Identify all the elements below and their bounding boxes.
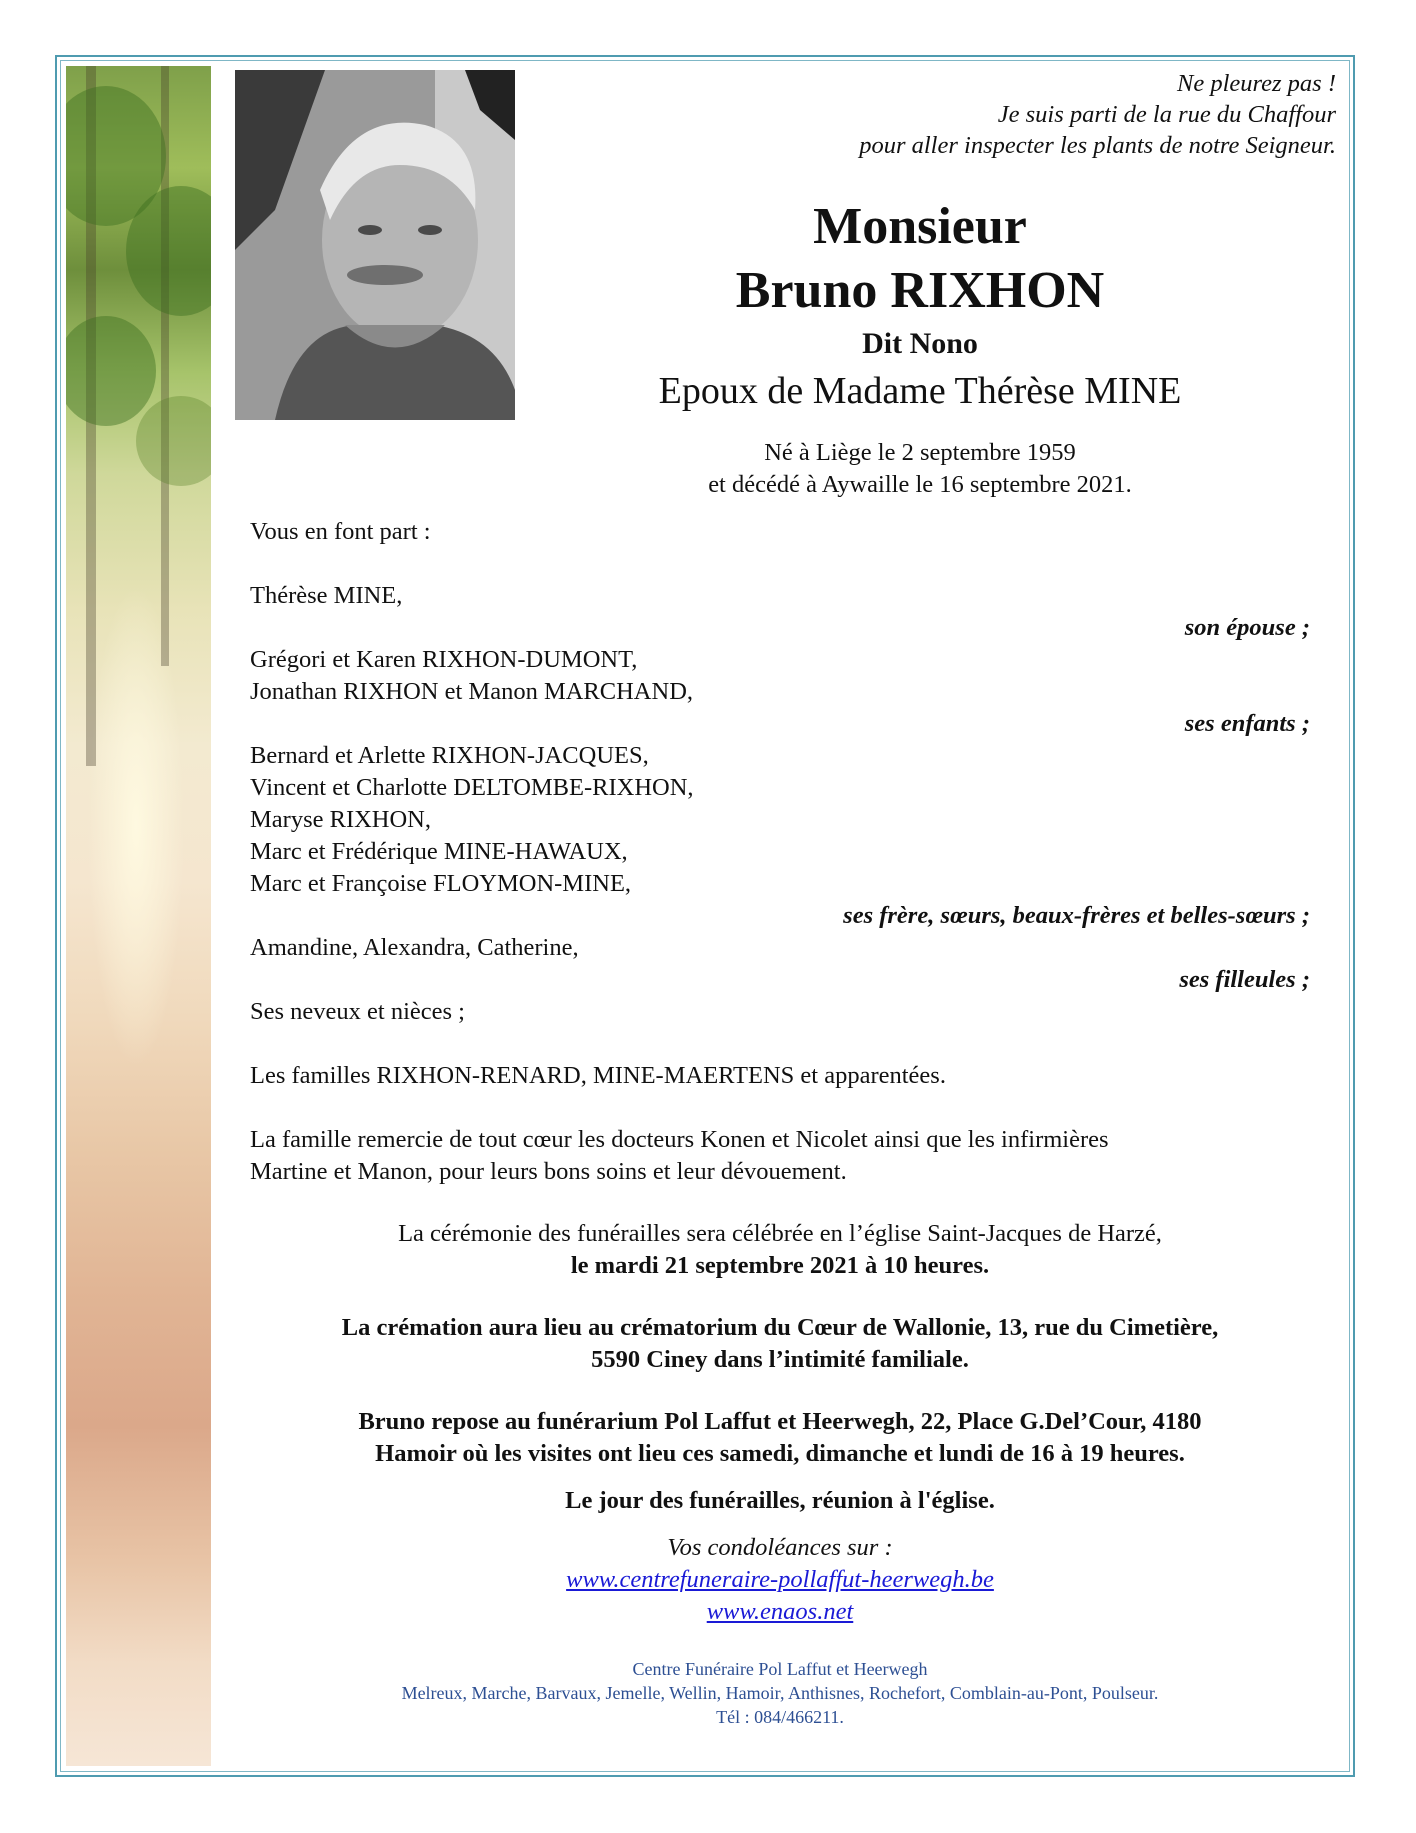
thanks-line-2: Martine et Manon, pour leurs bons soins et leur dévouement. xyxy=(250,1158,847,1185)
spouse-name: Thérèse MINE, xyxy=(250,582,403,609)
intro-line: Vous en font part : xyxy=(250,518,431,545)
spouse-line: Epoux de Madame Thérèse MINE xyxy=(658,370,1182,412)
children-role: ses enfants ; xyxy=(1184,710,1310,737)
list-item: Marc et Françoise FLOYMON-MINE, xyxy=(250,870,632,897)
cremation-line-1: La crémation aura lieu au crématorium du Cœur de Wallonie, 13, rue du Cimetière, xyxy=(341,1314,1219,1341)
goddaughters: Amandine, Alexandra, Catherine, xyxy=(250,934,579,961)
nickname: Dit Nono xyxy=(862,327,978,360)
death-line: et décédé à Aywaille le 16 septembre 2021. xyxy=(708,471,1132,498)
list-item: Grégori et Karen RIXHON-DUMONT, xyxy=(250,646,638,673)
honorific-title: Monsieur xyxy=(813,198,1027,255)
siblings-role: ses frère, sœurs, beaux-frères et belles-sœurs ; xyxy=(843,902,1310,929)
birth-line: Né à Liège le 2 septembre 1959 xyxy=(764,439,1076,466)
nephews-line: Ses neveux et nièces ; xyxy=(250,998,465,1025)
forest-path-image xyxy=(66,66,211,1766)
quote-line-1: Ne pleurez pas ! xyxy=(1177,70,1336,97)
visits-line-2: Hamoir où les visites ont lieu ces samedi, dimanche et lundi de 16 à 19 heures. xyxy=(375,1440,1185,1467)
footer-name: Centre Funéraire Pol Laffut et Heerwegh xyxy=(632,1659,928,1679)
footer-phone: Tél : 084/466211. xyxy=(716,1707,844,1727)
life-dates xyxy=(560,437,1280,501)
thanks-line-1: La famille remercie de tout cœur les docteurs Konen et Nicolet ainsi que les infirmières xyxy=(250,1126,1109,1153)
funeral-website-link[interactable]: www.centrefuneraire-pollaffut-heerwegh.be xyxy=(566,1566,994,1593)
visits-line-1: Bruno repose au funérarium Pol Laffut et Heerwegh, 22, Place G.Del’Cour, 4180 xyxy=(358,1408,1202,1435)
enaos-link[interactable]: www.enaos.net xyxy=(706,1598,854,1625)
goddaughters-role: ses filleules ; xyxy=(1179,966,1310,993)
portrait-photo xyxy=(235,70,515,420)
reunion-line: Le jour des funérailles, réunion à l'église. xyxy=(565,1487,995,1514)
deceased-name: Bruno RIXHON xyxy=(735,262,1105,319)
condolences-block xyxy=(250,1532,1310,1628)
visits-block xyxy=(250,1406,1310,1470)
list-item: Bernard et Arlette RIXHON-JACQUES, xyxy=(250,742,649,769)
quote-line-2: Je suis parti de la rue du Chaffour xyxy=(997,101,1336,128)
children-list xyxy=(250,644,1310,708)
quote-line-3: pour aller inspecter les plants de notre Seigneur. xyxy=(859,132,1336,159)
cremation-line-2: 5590 Ciney dans l’intimité familiale. xyxy=(591,1346,969,1373)
list-item: Vincent et Charlotte DELTOMBE-RIXHON, xyxy=(250,774,694,801)
cremation-block xyxy=(250,1312,1310,1376)
siblings-list xyxy=(250,740,1310,900)
funeral-home-footer xyxy=(250,1657,1310,1729)
epigraph-quote xyxy=(859,68,1336,161)
list-item: Maryse RIXHON, xyxy=(250,806,431,833)
list-item: Jonathan RIXHON et Manon MARCHAND, xyxy=(250,678,694,705)
thanks-paragraph xyxy=(250,1124,1310,1188)
ceremony-block xyxy=(250,1218,1310,1282)
condolences-label: Vos condoléances sur : xyxy=(667,1534,893,1561)
ceremony-date: le mardi 21 septembre 2021 à 10 heures. xyxy=(570,1252,990,1279)
spouse-role: son épouse ; xyxy=(1184,614,1310,641)
families-line: Les familles RIXHON-RENARD, MINE-MAERTENS et apparentées. xyxy=(250,1062,946,1089)
footer-locations: Melreux, Marche, Barvaux, Jemelle, Wellin, Hamoir, Anthisnes, Rochefort, Comblain-au-Pont, Poulseur. xyxy=(401,1683,1159,1703)
list-item: Marc et Frédérique MINE-HAWAUX, xyxy=(250,838,628,865)
ceremony-line-1: La cérémonie des funérailles sera célébrée en l’église Saint-Jacques de Harzé, xyxy=(398,1220,1162,1247)
